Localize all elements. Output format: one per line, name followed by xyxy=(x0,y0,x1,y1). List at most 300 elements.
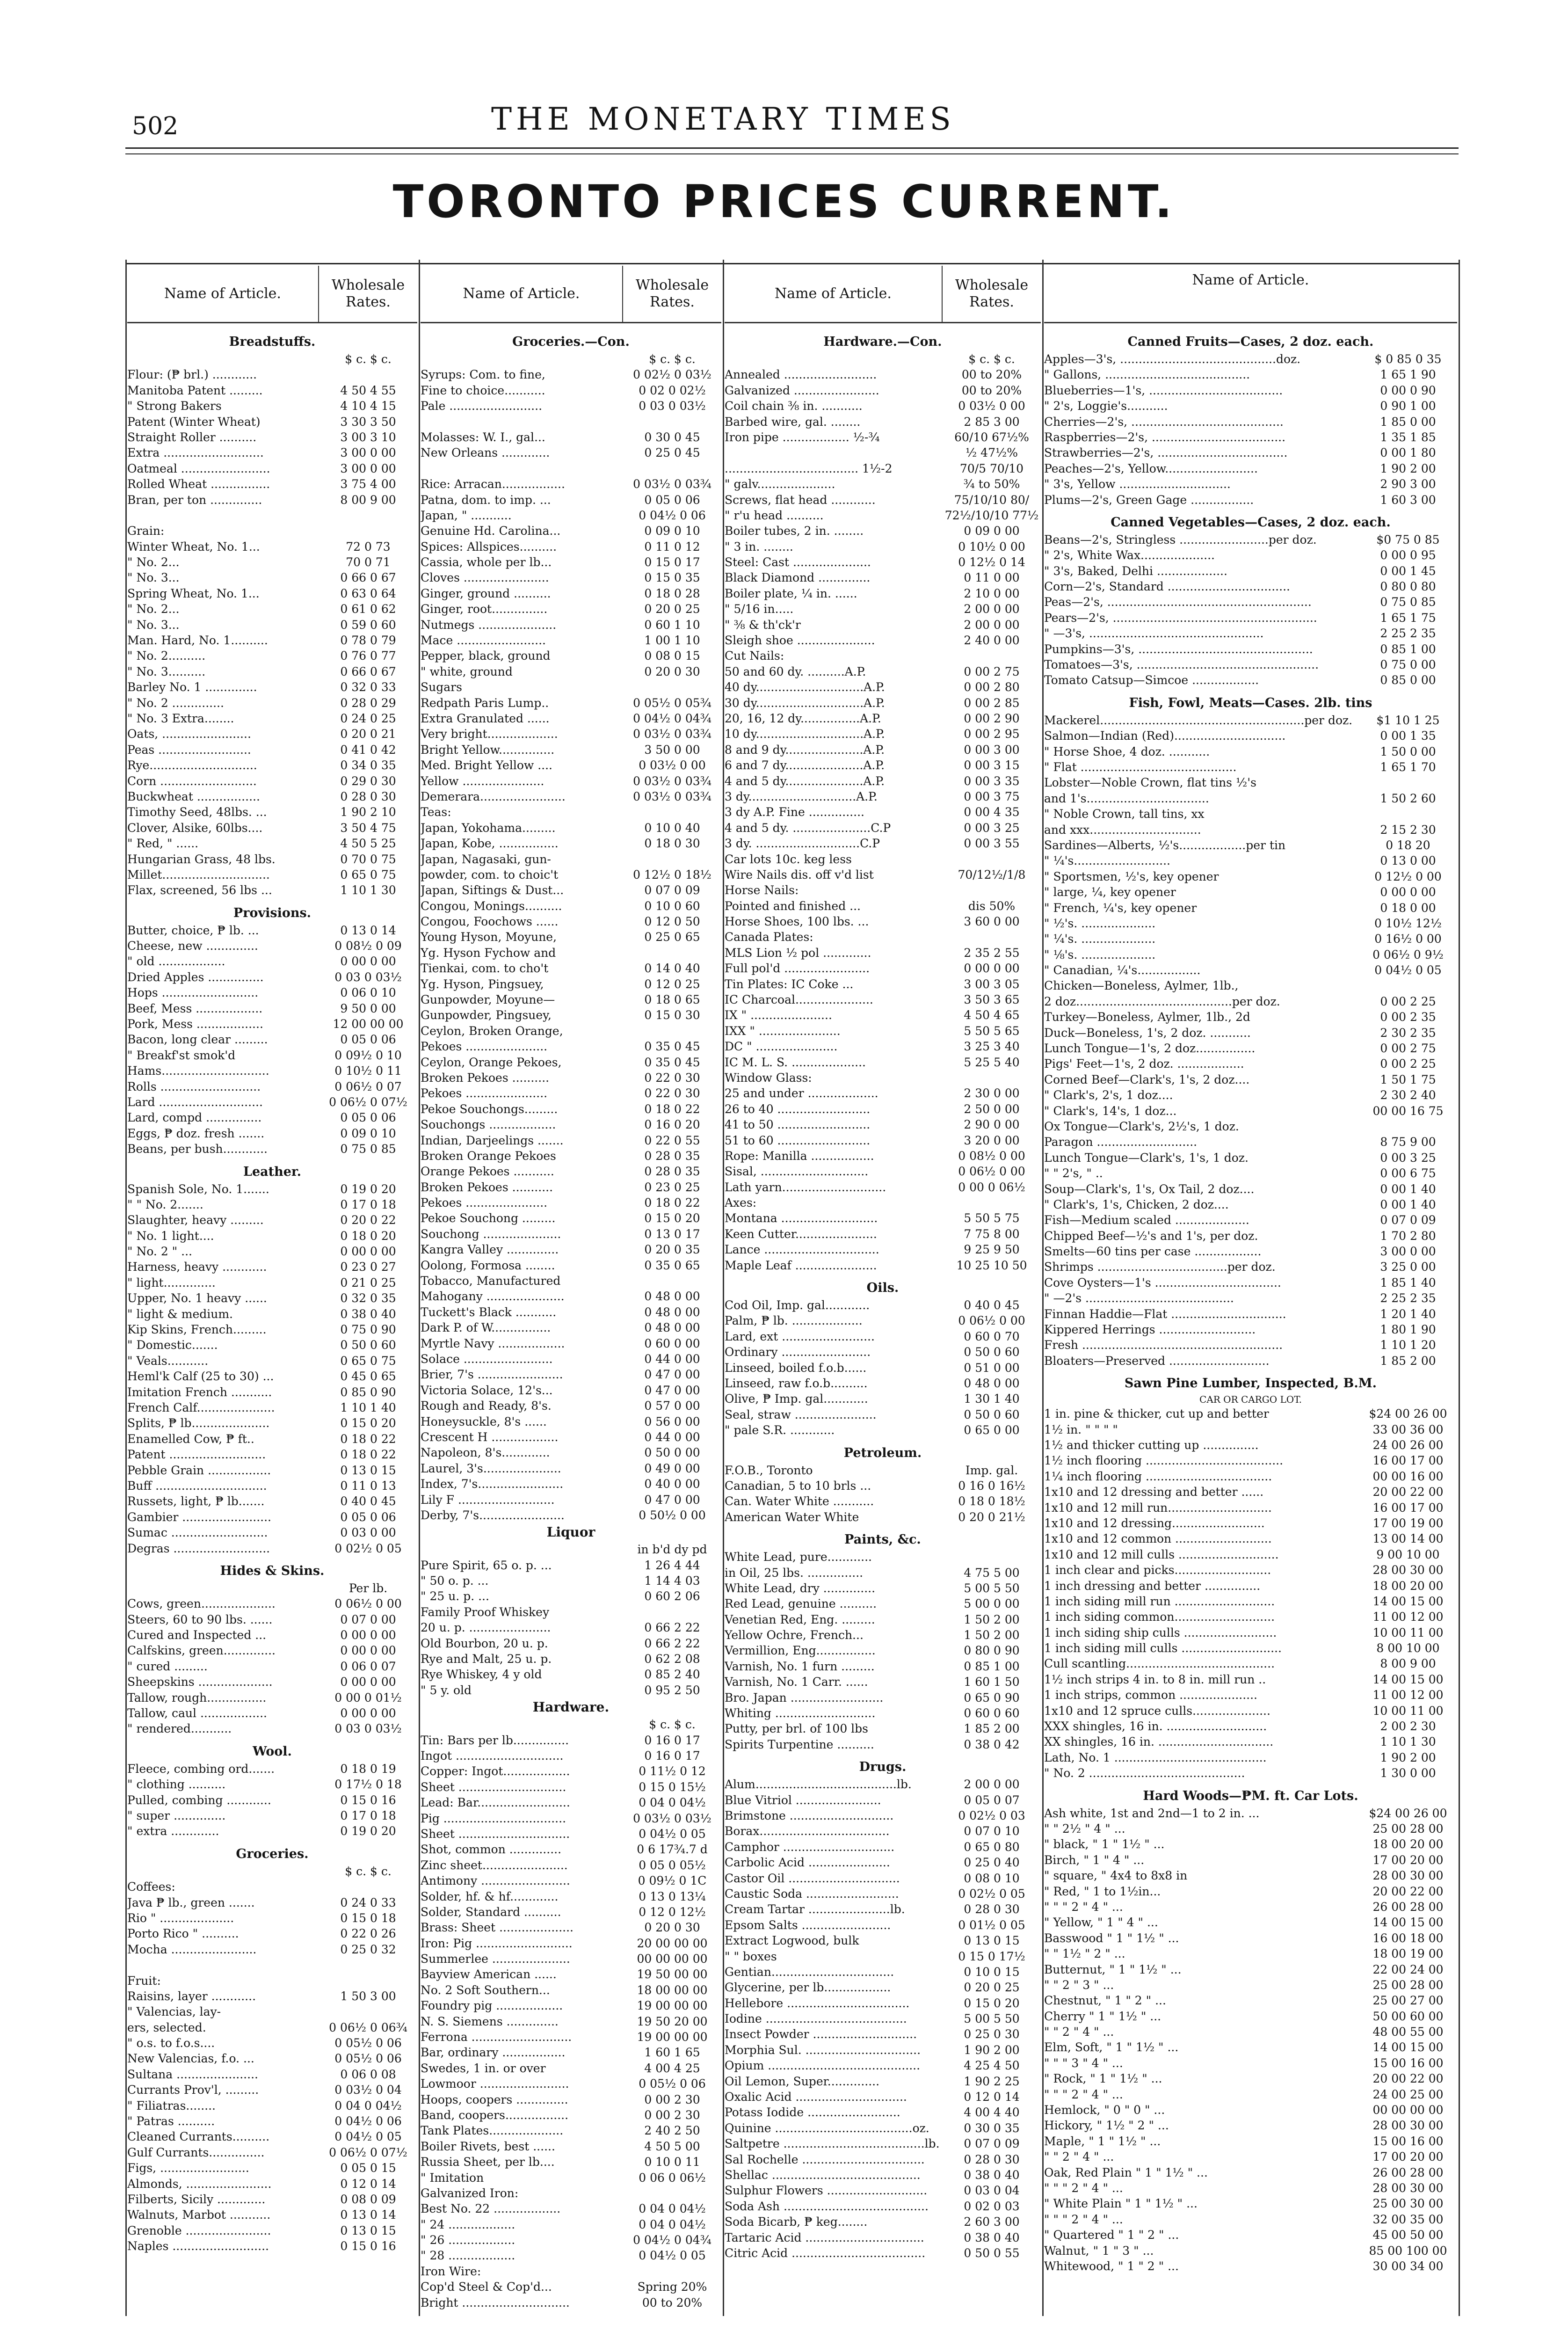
wholesale-rate: 0 20 0 25 xyxy=(644,602,700,616)
wholesale-rate: 0 56 0 00 xyxy=(644,1414,700,1428)
article-name: Solace ........................ xyxy=(421,1352,553,1366)
article-name: 1 inch siding mill culls ........................... xyxy=(1044,1641,1282,1655)
article-name: MLS Lion ½ pol ............. xyxy=(725,946,871,960)
price-row xyxy=(127,882,417,898)
price-row xyxy=(725,1917,1041,1933)
price-row xyxy=(127,2004,417,2019)
price-row xyxy=(1044,900,1457,916)
article-name: Extra ........................... xyxy=(127,446,264,460)
wholesale-rate: 1 90 2 10 xyxy=(340,805,396,819)
article-name: Chestnut, " 1 " 2 " ... xyxy=(1044,1994,1166,2008)
article-name: " 3's, Baked, Delhi ................... xyxy=(1044,564,1227,578)
article-name: powder, com. to choic't xyxy=(421,867,559,881)
article-name: Apples—3's, ..........................................doz. xyxy=(1044,352,1301,366)
article-name: Russia Sheet, per lb.... xyxy=(421,2155,555,2169)
wholesale-rate: 1 70 2 80 xyxy=(1380,1229,1436,1243)
price-row xyxy=(127,2160,417,2176)
article-name: Beef, Mess .................. xyxy=(127,1001,263,1015)
wholesale-rate: 3 00 0 00 xyxy=(1380,1245,1436,1259)
price-row xyxy=(421,633,721,648)
article-name xyxy=(127,351,319,367)
column-body xyxy=(1044,323,1457,2274)
article-name: Peaches—2's, Yellow......................... xyxy=(1044,461,1258,475)
price-row xyxy=(421,648,721,663)
article-name: Corn—2's, Standard ................................. xyxy=(1044,580,1290,594)
wholesale-rate: 0 25 0 65 xyxy=(644,930,700,944)
article-name: 1 inch siding mill run ........................... xyxy=(1044,1594,1275,1608)
price-row xyxy=(127,1447,417,1462)
price-row xyxy=(127,1761,417,1777)
wholesale-rate: $1 10 1 25 xyxy=(1376,713,1440,727)
price-row xyxy=(421,1873,721,1888)
article-name: " square, " 4x4 to 8x8 in xyxy=(1044,1869,1188,1883)
price-row xyxy=(127,523,417,539)
wholesale-rate: 3 60 0 00 xyxy=(964,915,1020,929)
price-row xyxy=(725,1659,1041,1674)
article-name: Timothy Seed, 48lbs. ... xyxy=(127,805,267,819)
article-name: 1 in. pine & thicker, cut up and better xyxy=(1044,1407,1269,1421)
price-row xyxy=(1044,1609,1457,1624)
wholesale-rate: 2 40 0 00 xyxy=(964,634,1020,648)
price-row xyxy=(1044,2149,1457,2164)
article-name xyxy=(725,445,943,460)
article-name: " " 2½ " 4 " ... xyxy=(1044,1821,1125,1836)
column-divider xyxy=(723,260,724,2316)
price-row xyxy=(725,789,1041,804)
price-row xyxy=(421,1273,721,1289)
wholesale-rate: 0 18 0 22 xyxy=(644,1196,700,1210)
price-row xyxy=(421,1795,721,1810)
wholesale-rate: 00 00 00 00 xyxy=(1372,2103,1444,2117)
article-name: Yg. Hyson, Pingsuey, xyxy=(421,977,544,991)
article-name: Cassia, whole per lb... xyxy=(421,555,552,569)
article-name: Brimstone ............................ xyxy=(725,1808,894,1822)
price-row xyxy=(725,1085,1041,1101)
article-name: White Lead, dry .............. xyxy=(725,1581,876,1595)
wholesale-rate: 0 09 0 00 xyxy=(964,524,1020,538)
price-row xyxy=(127,1259,417,1275)
price-row xyxy=(421,601,721,617)
price-row xyxy=(421,1210,721,1226)
article-name: Extra Granulated ...... xyxy=(421,711,550,725)
price-row xyxy=(1044,1009,1457,1025)
wholesale-rate: 0 20 0 30 xyxy=(644,664,700,678)
price-row xyxy=(421,758,721,773)
wholesale-rate: 0 05 0 06 xyxy=(340,1033,396,1047)
price-row xyxy=(725,2026,1041,2042)
wholesale-rate: 0 20 0 35 xyxy=(644,1243,700,1257)
price-row xyxy=(725,1777,1041,1792)
article-name: Horse Shoes, 100 lbs. ... xyxy=(725,915,869,929)
wholesale-rate: 0 03 0 03½ xyxy=(639,399,706,413)
wholesale-rate: 1 65 1 90 xyxy=(1380,368,1436,382)
wholesale-rate: 2 90 3 00 xyxy=(1380,477,1436,491)
wholesale-rate: 0 20 0 21½ xyxy=(958,1510,1025,1524)
article-name: " No. 3... xyxy=(127,571,180,585)
price-row xyxy=(127,679,417,695)
wholesale-rate: 25 00 28 00 xyxy=(1372,1821,1444,1836)
price-row xyxy=(421,617,721,633)
wholesale-rate: 1 50 2 00 xyxy=(964,1628,1020,1642)
price-row xyxy=(421,679,721,695)
wholesale-rate: 7 75 8 00 xyxy=(964,1227,1020,1241)
price-row xyxy=(127,383,417,398)
article-name: Pekoe Souchongs......... xyxy=(421,1102,558,1116)
wholesale-rate: 0 04½ 0 06 xyxy=(334,2114,402,2128)
price-row xyxy=(725,2152,1041,2167)
price-row xyxy=(421,1367,721,1382)
wholesale-rate: 0 20 0 21 xyxy=(340,727,396,741)
wholesale-rate: 28 00 30 00 xyxy=(1372,2119,1444,2133)
article-name: Barbed wire, gal. ........ xyxy=(725,415,861,429)
journal-title: THE MONETARY TIMES xyxy=(491,101,955,137)
wholesale-rate: 0 15 0 18 xyxy=(340,1911,396,1925)
wholesale-rate: 1 14 4 03 xyxy=(644,1574,700,1588)
wholesale-rate: 72½/10/10 77½ xyxy=(944,508,1039,522)
wholesale-rate: 4 00 4 25 xyxy=(644,2061,700,2075)
wholesale-rate: 0 35 0 45 xyxy=(644,1040,700,1054)
rates-header: Wholesale Rates. xyxy=(942,266,1041,322)
article-name: 1 inch strips, common ..................... xyxy=(1044,1688,1257,1702)
article-name: Teas: xyxy=(421,805,451,819)
price-row xyxy=(421,1573,721,1588)
article-name: Bayview American ...... xyxy=(421,1967,557,1981)
price-row xyxy=(421,882,721,898)
wholesale-rate: 0 08½ 0 09 xyxy=(334,939,402,953)
wholesale-rate: 19 50 20 00 xyxy=(637,2014,708,2028)
article-name: 1x10 and 12 spruce culls..................... xyxy=(1044,1704,1270,1718)
wholesale-rate: 1 60 1 65 xyxy=(644,2046,700,2060)
wholesale-rate: 1 26 4 44 xyxy=(644,1558,700,1572)
wholesale-rate: 0 02½ 0 03½ xyxy=(633,368,711,382)
wholesale-rate: 19 50 00 00 xyxy=(637,1967,708,1981)
wholesale-rate: 0 48 0 00 xyxy=(644,1289,700,1304)
price-row xyxy=(725,1007,1041,1023)
price-row xyxy=(1044,1734,1457,1749)
price-row xyxy=(725,1596,1041,1611)
article-name: Laurel, 3's..................... xyxy=(421,1461,561,1475)
price-row xyxy=(127,570,417,585)
wholesale-rate: 0 15 0 20 xyxy=(340,1416,396,1430)
price-row xyxy=(725,1643,1041,1658)
wholesale-rate: 0 00 0 00 xyxy=(340,1644,396,1658)
section-heading: Leather. xyxy=(243,1164,302,1179)
wholesale-rate: 0 66 0 67 xyxy=(340,664,396,678)
wholesale-rate: 0 18 20 xyxy=(1386,838,1430,852)
wholesale-rate: 1 10 1 30 xyxy=(340,883,396,897)
price-row xyxy=(725,1792,1041,1808)
article-name: " galv..................... xyxy=(725,477,835,491)
price-row xyxy=(1044,2227,1457,2243)
article-name: Tobacco, Manufactured xyxy=(421,1274,561,1288)
price-row xyxy=(1044,1337,1457,1353)
article-name: Derby, 7's....................... xyxy=(421,1508,565,1522)
price-row xyxy=(725,1509,1041,1525)
price-row xyxy=(127,923,417,938)
article-name: " Veals........... xyxy=(127,1354,209,1368)
article-name: " black, " 1 " 1½ " ... xyxy=(1044,1837,1165,1851)
wholesale-rate: 0 22 0 26 xyxy=(340,1927,396,1941)
article-name: Blue Vitriol ....................... xyxy=(725,1793,881,1807)
article-name: Broken Pekoes ........... xyxy=(421,1180,553,1194)
article-name: Soda Ash ....................................... xyxy=(725,2199,929,2213)
section-heading: Hard Woods—₱M. ft. Car Lots. xyxy=(1143,1788,1358,1803)
wholesale-rate: 3 25 0 00 xyxy=(1380,1260,1436,1274)
article-name: Cream Tartar ......................lb. xyxy=(725,1902,905,1916)
price-row xyxy=(127,1228,417,1244)
wholesale-rate: 0 29 0 30 xyxy=(340,774,396,788)
wholesale-rate: 0 00 1 40 xyxy=(1380,1197,1436,1211)
article-name: .................................... 1½-2 xyxy=(725,461,893,475)
price-row xyxy=(725,2058,1041,2073)
price-row xyxy=(725,1039,1041,1054)
article-name: " 2's, White Wax.................... xyxy=(1044,548,1215,562)
price-row xyxy=(1044,806,1457,822)
price-row xyxy=(725,914,1041,929)
article-name: Screws, flat head ............ xyxy=(725,493,876,507)
price-row xyxy=(421,1164,721,1179)
wholesale-rate: 1 90 2 25 xyxy=(964,2074,1020,2088)
wholesale-rate: 0 78 0 79 xyxy=(340,634,396,648)
wholesale-rate: 0 03 0 04 xyxy=(964,2184,1020,2198)
wholesale-rate: 16 00 18 00 xyxy=(1372,1931,1444,1945)
price-row xyxy=(1044,1422,1457,1437)
wholesale-rate: 0 12½ 0 00 xyxy=(1374,869,1442,883)
article-name: Tallow, caul .................. xyxy=(127,1706,267,1720)
article-name: Gambier ........................ xyxy=(127,1510,271,1524)
price-row xyxy=(421,1383,721,1398)
price-row xyxy=(421,2264,721,2279)
wholesale-rate: 0 95 2 50 xyxy=(644,1683,700,1697)
wholesale-rate: 0 00 3 25 xyxy=(1380,1151,1436,1165)
article-name: Iodine ...................................... xyxy=(725,2012,907,2026)
wholesale-rate: 0 59 0 60 xyxy=(340,618,396,632)
article-name: " " boxes xyxy=(725,1949,777,1963)
price-row xyxy=(127,1244,417,1259)
price-row xyxy=(725,430,1041,445)
wholesale-rate: 2 25 2 35 xyxy=(1380,1291,1436,1305)
article-name: Fine to choice........... xyxy=(421,383,545,397)
wholesale-rate: 4 75 5 00 xyxy=(964,1566,1020,1580)
wholesale-rate: 1 65 1 75 xyxy=(1380,611,1436,625)
price-row xyxy=(421,961,721,976)
price-row xyxy=(421,1242,721,1257)
price-row xyxy=(725,945,1041,961)
wholesale-rate: 0 03½ 0 03¾ xyxy=(633,789,711,803)
price-row xyxy=(127,1431,417,1447)
article-name: Dark P. of W................ xyxy=(421,1321,551,1335)
article-name: IC M. L. S. .................... xyxy=(725,1055,866,1069)
price-row xyxy=(725,1148,1041,1164)
wholesale-rate: 0 00 0 00 xyxy=(340,1706,396,1720)
wholesale-rate: 0 34 0 35 xyxy=(340,758,396,772)
article-name: Tomato Catsup—Simcoe .................. xyxy=(1044,673,1259,687)
wholesale-rate: 0 20 0 30 xyxy=(644,1921,700,1935)
article-name: Pekoes ...................... xyxy=(421,1196,548,1210)
wholesale-rate: 8 00 10 00 xyxy=(1376,1641,1440,1655)
price-row xyxy=(725,570,1041,585)
wholesale-rate: 0 06 0 07 xyxy=(340,1659,396,1673)
wholesale-rate: 0 05½ 0 06 xyxy=(334,2052,402,2066)
article-name: New Orleans ............. xyxy=(421,446,550,460)
wholesale-rate xyxy=(319,523,417,539)
wholesale-rate: 4 50 5 00 xyxy=(644,2139,700,2153)
price-row xyxy=(1044,994,1457,1009)
price-row xyxy=(127,773,417,789)
wholesale-rate: 0 65 0 90 xyxy=(964,1690,1020,1705)
article-name: Japan, Kobe, ................ xyxy=(421,837,559,851)
wholesale-rate: 3 25 3 40 xyxy=(964,1040,1020,1054)
section-heading: Hides & Skins. xyxy=(220,1563,325,1578)
price-row xyxy=(725,1117,1041,1132)
article-name: Seal, straw ...................... xyxy=(725,1407,877,1421)
wholesale-rate: 18 00 20 00 xyxy=(1372,1579,1444,1593)
article-name: Iron pipe .................. ½-¾ xyxy=(725,430,880,444)
article-name: Yellow ...................... xyxy=(421,774,544,788)
price-row xyxy=(127,2082,417,2098)
price-row xyxy=(1044,1884,1457,1899)
wholesale-rate: 00 to 20% xyxy=(961,368,1022,382)
price-row xyxy=(1044,2165,1457,2180)
article-name: Lowmoor ........................ xyxy=(421,2077,569,2091)
article-name: " Valencias, lay- xyxy=(127,2005,221,2019)
article-name: " " 2 " 4 " ... xyxy=(1044,2025,1114,2039)
price-row xyxy=(421,1429,721,1445)
price-row xyxy=(421,1398,721,1413)
wholesale-rate: 0 17 0 18 xyxy=(340,1197,396,1211)
price-row xyxy=(1044,1228,1457,1244)
price-row xyxy=(725,1070,1041,1085)
article-name: Vermillion, Eng................ xyxy=(725,1644,876,1658)
wholesale-rate: 0 23 0 25 xyxy=(644,1180,700,1194)
wholesale-rate: 0 05 0 06 xyxy=(340,1510,396,1524)
wholesale-rate: 0 13 0 00 xyxy=(1380,854,1436,868)
article-name: Tienkai, com. to cho't xyxy=(421,962,549,976)
wholesale-rate xyxy=(943,852,1041,867)
article-name: Broken Pekoes .......... xyxy=(421,1071,550,1085)
article-name: Shot, common .............. xyxy=(421,1843,562,1857)
price-row xyxy=(421,1476,721,1492)
price-row xyxy=(1044,414,1457,430)
wholesale-rate: 0 07 0 09 xyxy=(964,2137,1020,2151)
wholesale-rate xyxy=(1359,978,1457,993)
wholesale-rate: 1 20 1 40 xyxy=(1380,1307,1436,1321)
article-name xyxy=(421,1542,623,1557)
wholesale-rate: 5 25 5 40 xyxy=(964,1055,1020,1069)
wholesale-rate: 28 00 30 00 xyxy=(1372,1563,1444,1577)
wholesale-rate: 2 00 0 00 xyxy=(964,1777,1020,1792)
wholesale-rate: 0 50 0 60 xyxy=(964,1407,1020,1421)
article-name: Cod Oil, Imp. gal............ xyxy=(725,1298,870,1312)
price-row xyxy=(1044,791,1457,806)
article-name: Old Bourbon, 20 u. p. xyxy=(421,1636,548,1650)
article-name: Linseed, raw f.o.b.......... xyxy=(725,1377,868,1390)
wholesale-rate: 0 16 0 20 xyxy=(644,1118,700,1132)
article-name: Quinine .....................................oz. xyxy=(725,2121,929,2135)
article-name: Tallow, rough................ xyxy=(127,1690,267,1705)
article-name: " Patras .......... xyxy=(127,2114,215,2128)
wholesale-rate: 3 50 0 00 xyxy=(644,743,700,757)
wholesale-rate: 85 00 100 00 xyxy=(1369,2244,1447,2258)
wholesale-rate: 0 04 0 04½ xyxy=(639,2202,706,2216)
price-row xyxy=(1044,547,1457,563)
price-row xyxy=(421,2154,721,2170)
wholesale-rate: 0 08 0 10 xyxy=(964,1871,1020,1885)
wholesale-rate xyxy=(1359,1119,1457,1134)
section-heading: Canned Vegetables—Cases, 2 doz. each. xyxy=(1111,515,1391,530)
article-name: 1½ inch strips 4 in. to 8 in. mill run .. xyxy=(1044,1672,1266,1686)
price-row xyxy=(127,1627,417,1643)
table-rule xyxy=(125,263,1459,264)
article-name: Nutmegs ..................... xyxy=(421,618,557,632)
article-name: Lard, compd ............... xyxy=(127,1111,262,1125)
article-name: " 5/16 in..... xyxy=(725,602,794,616)
article-name: Pekoes ...................... xyxy=(421,1040,548,1054)
article-name: Boiler plate, ¼ in. ...... xyxy=(725,586,857,600)
price-row xyxy=(1044,461,1457,476)
price-row xyxy=(127,2223,417,2238)
wholesale-rate: 0 13 0 13¼ xyxy=(639,1889,706,1903)
wholesale-rate: 0 18 0 30 xyxy=(644,837,700,851)
article-name: Lobster—Noble Crown, flat tins ½'s xyxy=(1044,776,1256,790)
article-name: Degras .......................... xyxy=(127,1541,270,1555)
article-name: Slaughter, heavy ......... xyxy=(127,1213,264,1227)
price-row xyxy=(127,1973,417,1989)
article-name: " " 2 " 3 " ... xyxy=(1044,1978,1114,1992)
price-row xyxy=(1044,1212,1457,1228)
price-row xyxy=(421,1117,721,1132)
wholesale-rate: 0 00 0 00 xyxy=(1380,885,1436,899)
wholesale-rate: 0 18 0 65 xyxy=(644,993,700,1007)
price-row xyxy=(421,1733,721,1748)
price-row xyxy=(725,961,1041,976)
article-name: Alum......................................lb. xyxy=(725,1777,912,1792)
article-name: Bar, ordinary ................. xyxy=(421,2046,566,2060)
article-name: " old .................. xyxy=(127,954,225,969)
price-row xyxy=(725,1258,1041,1273)
article-name: Zinc sheet....................... xyxy=(421,1858,568,1872)
column-header xyxy=(127,266,417,323)
price-row xyxy=(725,1933,1041,1948)
price-row xyxy=(421,2076,721,2091)
price-row xyxy=(421,1763,721,1779)
wholesale-rate: 0 40 0 45 xyxy=(340,1494,396,1508)
article-name: " Horse Shoe, 4 doz. ........... xyxy=(1044,744,1210,758)
column-divider xyxy=(419,260,420,2316)
wholesale-rate: 0 04 0 04½ xyxy=(334,2098,402,2112)
price-row xyxy=(725,852,1041,867)
wholesale-rate: 3 00 0 00 xyxy=(340,446,396,460)
article-name: Red Lead, genuine .......... xyxy=(725,1597,877,1611)
price-row xyxy=(1044,962,1457,978)
article-name: Whitewood, " 1 " 2 " ... xyxy=(1044,2259,1179,2273)
article-name: " ½'s. .................... xyxy=(1044,916,1156,930)
article-name: Victoria Solace, 12's... xyxy=(421,1383,553,1397)
wholesale-rate: 1 80 1 90 xyxy=(1380,1323,1436,1337)
article-name: Hoops, coopers .............. xyxy=(421,2092,568,2106)
wholesale-rate: 4 50 5 25 xyxy=(340,837,396,851)
wholesale-rate: 0 06½ 0 00 xyxy=(958,1314,1025,1328)
price-row xyxy=(127,445,417,460)
article-name: " 2's, Loggie's........... xyxy=(1044,399,1168,413)
price-row xyxy=(1044,1531,1457,1546)
article-name: Sumac .......................... xyxy=(127,1526,268,1540)
price-row xyxy=(127,492,417,508)
price-row xyxy=(725,1581,1041,1596)
price-row xyxy=(127,1942,417,1957)
wholesale-rate: 20 00 00 00 xyxy=(637,1936,708,1950)
wholesale-rate: 0 47 0 00 xyxy=(644,1383,700,1397)
